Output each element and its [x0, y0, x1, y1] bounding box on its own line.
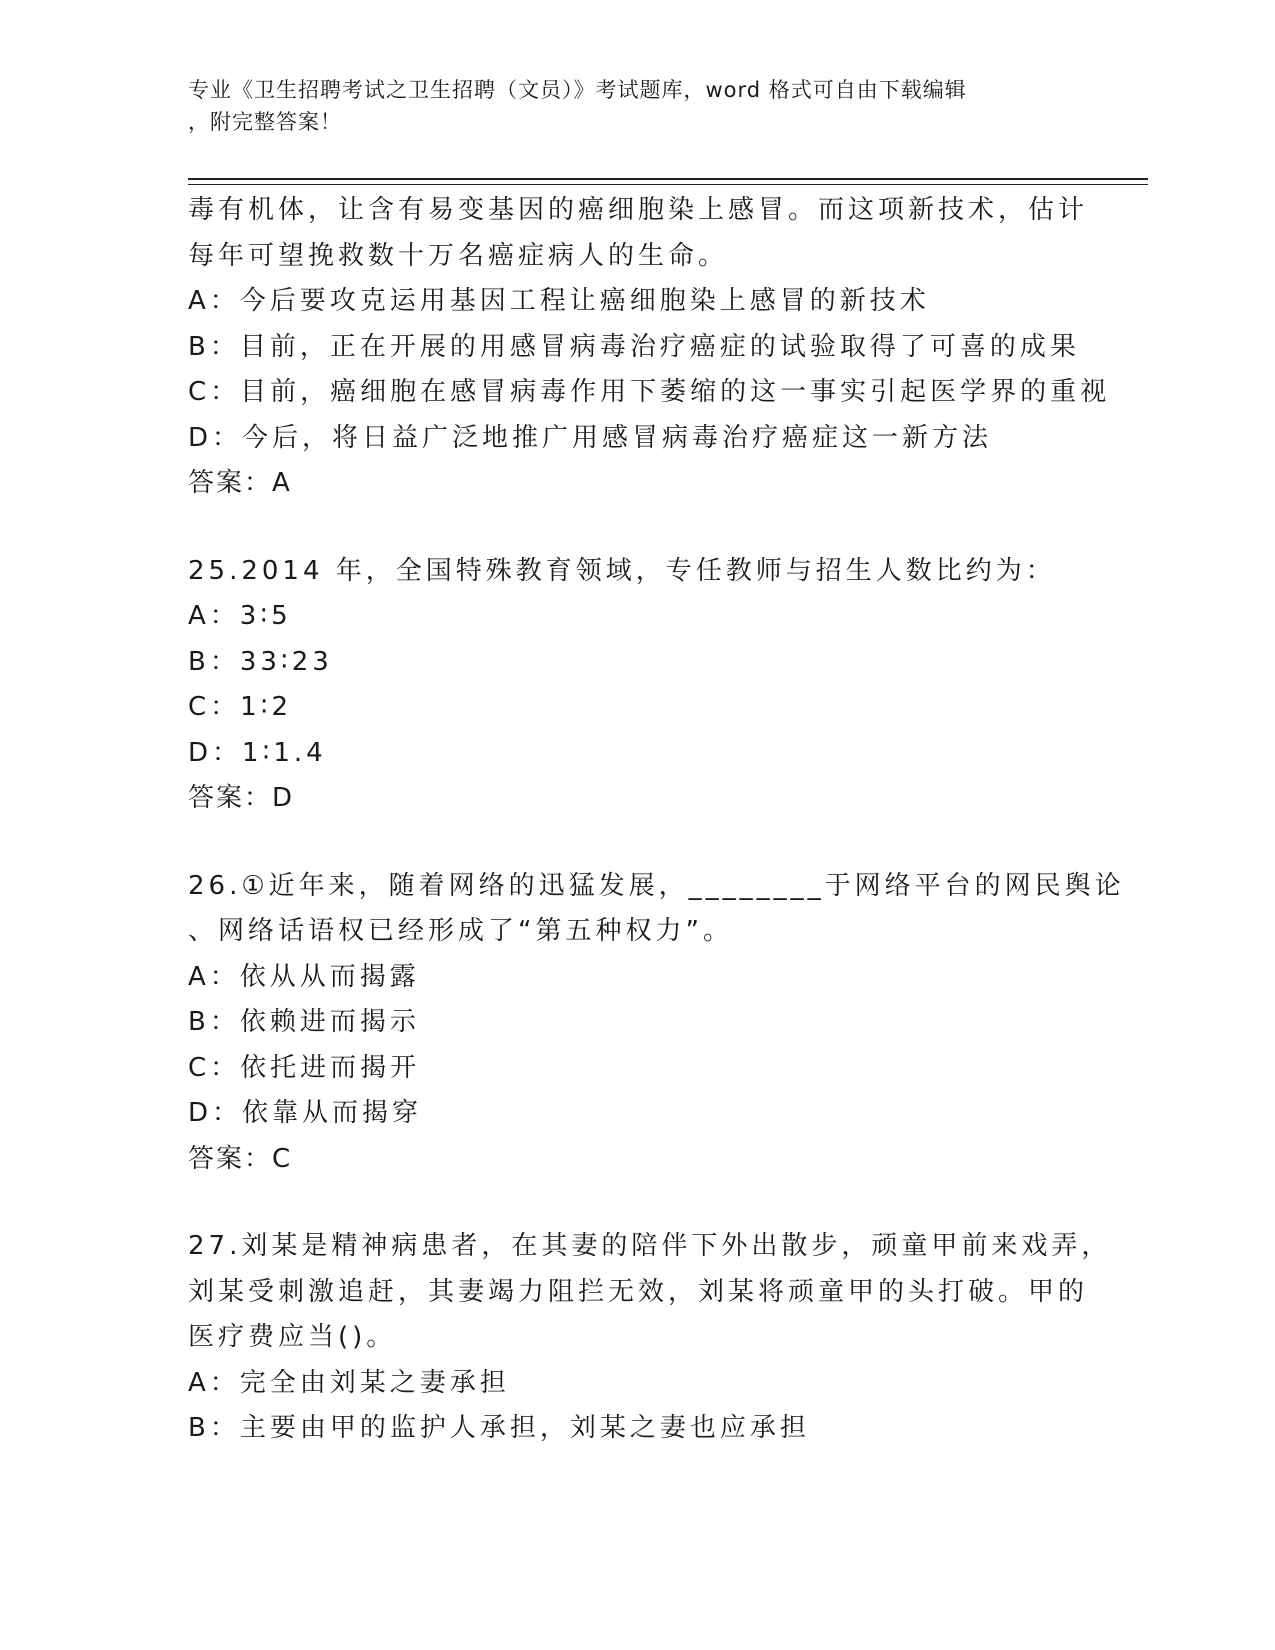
- option-b: B：目前，正在开展的用感冒病毒治疗癌症的试验取得了可喜的成果: [188, 331, 1080, 362]
- header-line-2: ，附完整答案！: [188, 110, 342, 134]
- question-26: [188, 864, 1125, 1183]
- option-b: B：主要由甲的监护人承担，刘某之妻也应承担: [188, 1413, 810, 1443]
- question-stem: 医疗费应当()。: [188, 1322, 397, 1352]
- answer: 答案：A: [188, 468, 292, 498]
- option-a: A：今后要攻克运用基因工程让癌细胞染上感冒的新技术: [188, 286, 930, 316]
- document-header: [188, 74, 1068, 138]
- answer: 答案：C: [188, 1143, 293, 1174]
- option-c: C：依托进而揭开: [188, 1052, 421, 1083]
- option-b: B：依赖进而揭示: [188, 1007, 420, 1037]
- header-line-1: 专业《卫生招聘考试之卫生招聘（文员）》考试题库，word 格式可自由下载编辑: [188, 78, 967, 102]
- option-d: D：1∶1.4: [188, 737, 327, 768]
- question-stem: 27.刘某是精神病患者，在其妻的陪伴下外出散步，顽童甲前来戏弄，: [188, 1231, 1112, 1261]
- question-list: [188, 188, 1125, 1452]
- header-divider-thick: [188, 178, 1148, 180]
- answer: 答案：D: [188, 783, 295, 813]
- option-a: A：依从从而揭露: [188, 961, 420, 992]
- option-a: A：完全由刘某之妻承担: [188, 1367, 510, 1398]
- question-27: [188, 1224, 1112, 1452]
- question-stem: 毒有机体，让含有易变基因的癌细胞染上感冒。而这项新技术，估计: [188, 195, 1089, 225]
- header-divider-thin: [188, 184, 1148, 185]
- question-24: [188, 188, 1111, 507]
- question-25: [188, 549, 1088, 822]
- option-b: B：33∶23: [188, 646, 333, 677]
- option-a: A：3∶5: [188, 601, 292, 631]
- question-stem: 刘某受刺激追赶，其妻竭力阻拦无效，刘某将顽童甲的头打破。甲的: [188, 1276, 1089, 1307]
- option-c: C：目前，癌细胞在感冒病毒作用下萎缩的这一事实引起医学界的重视: [188, 377, 1111, 407]
- option-c: C：1∶2: [188, 692, 293, 722]
- question-stem: 每年可望挽救数十万名癌症病人的生命。: [188, 240, 729, 271]
- question-stem: 、网络话语权已经形成了“第五种权力”。: [188, 916, 733, 946]
- question-stem: 25.2014 年，全国特殊教育领域，专任教师与招生人数比约为：: [188, 555, 1056, 586]
- option-d: D：今后，将日益广泛地推广用感冒病毒治疗癌症这一新方法: [188, 422, 993, 453]
- option-d: D：依靠从而揭穿: [188, 1098, 423, 1128]
- question-stem: 26.①近年来，随着网络的迅猛发展，________于网络平台的网民舆论: [188, 870, 1125, 901]
